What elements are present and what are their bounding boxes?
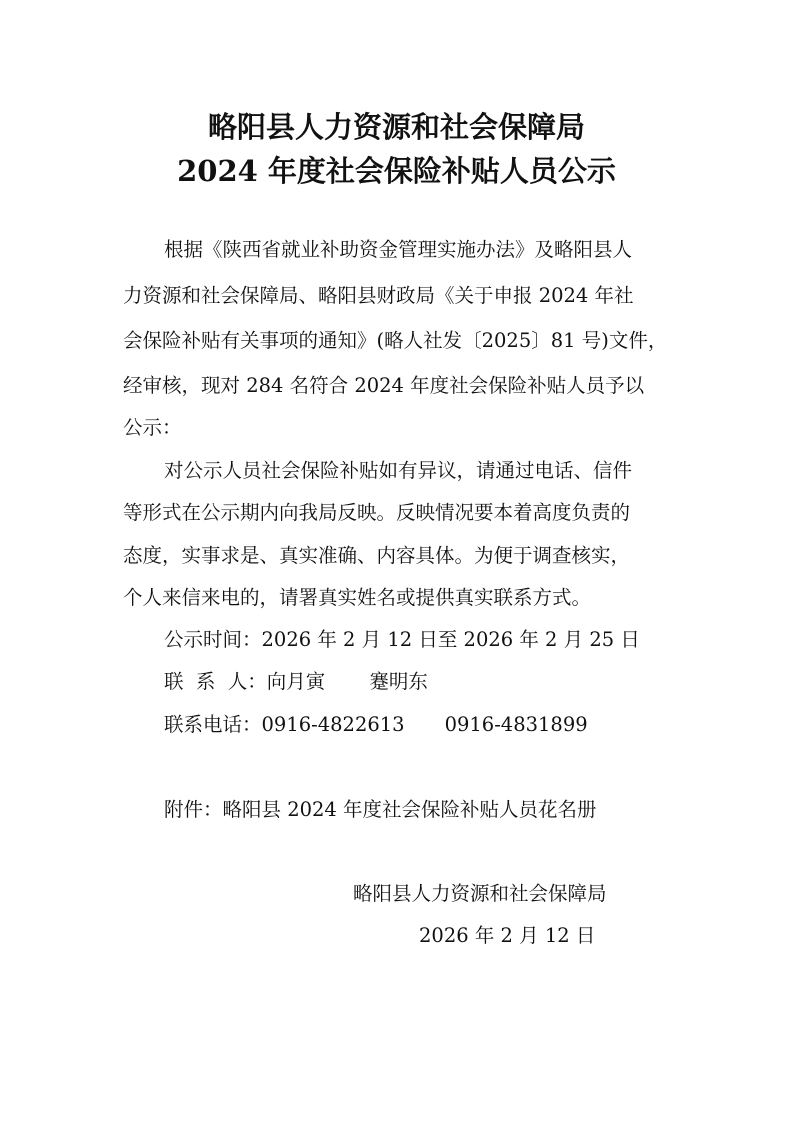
notice-period: 公示时间：2026 年 2 月 12 日至 2026 年 2 月 25 日: [164, 628, 640, 651]
contact-phones: [164, 709, 588, 737]
paragraph-1-line-5: 公示：: [123, 416, 182, 439]
phone-label: 联系电话：: [164, 713, 262, 736]
contact-person-2: 蹇明东: [369, 670, 428, 693]
contact-persons: [164, 666, 428, 694]
phone-2: 0916-4831899: [444, 713, 588, 736]
document-title-line-2: 2024 年度社会保险补贴人员公示: [177, 154, 616, 188]
phone-1: 0916-4822613: [261, 713, 405, 736]
contact-person-1: 向月寅: [266, 670, 326, 693]
paragraph-2-line-3: 态度，实事求是、真实准确、内容具体。为便于调查核实，: [123, 544, 631, 567]
paragraph-1-line-4: 经审核，现对 284 名符合 2024 年度社会保险补贴人员予以: [123, 374, 645, 397]
signature-date: 2026 年 2 月 12 日: [419, 924, 596, 947]
document-title-line-1: 略阳县人力资源和社会保障局: [207, 110, 585, 144]
paragraph-1-line-3: 会保险补贴有关事项的通知》(略人社发〔2025〕81 号)文件，: [123, 329, 668, 352]
paragraph-2-line-4: 个人来信来电的，请署真实姓名或提供真实联系方式。: [123, 586, 592, 609]
paragraph-2-line-2: 等形式在公示期内向我局反映。反映情况要本着高度负责的: [123, 501, 631, 524]
paragraph-2-line-1: 对公示人员社会保险补贴如有异议，请通过电话、信件: [164, 459, 633, 482]
attachment-note: 附件：略阳县 2024 年度社会保险补贴人员花名册: [164, 798, 597, 821]
paragraph-1-line-1: 根据《陕西省就业补助资金管理实施办法》及略阳县人: [164, 238, 633, 261]
signature-organization: 略阳县人力资源和社会保障局: [353, 882, 607, 905]
paragraph-1-line-2: 力资源和社会保障局、略阳县财政局《关于申报 2024 年社: [123, 284, 634, 307]
contact-label: 联 系 人：: [164, 670, 267, 693]
